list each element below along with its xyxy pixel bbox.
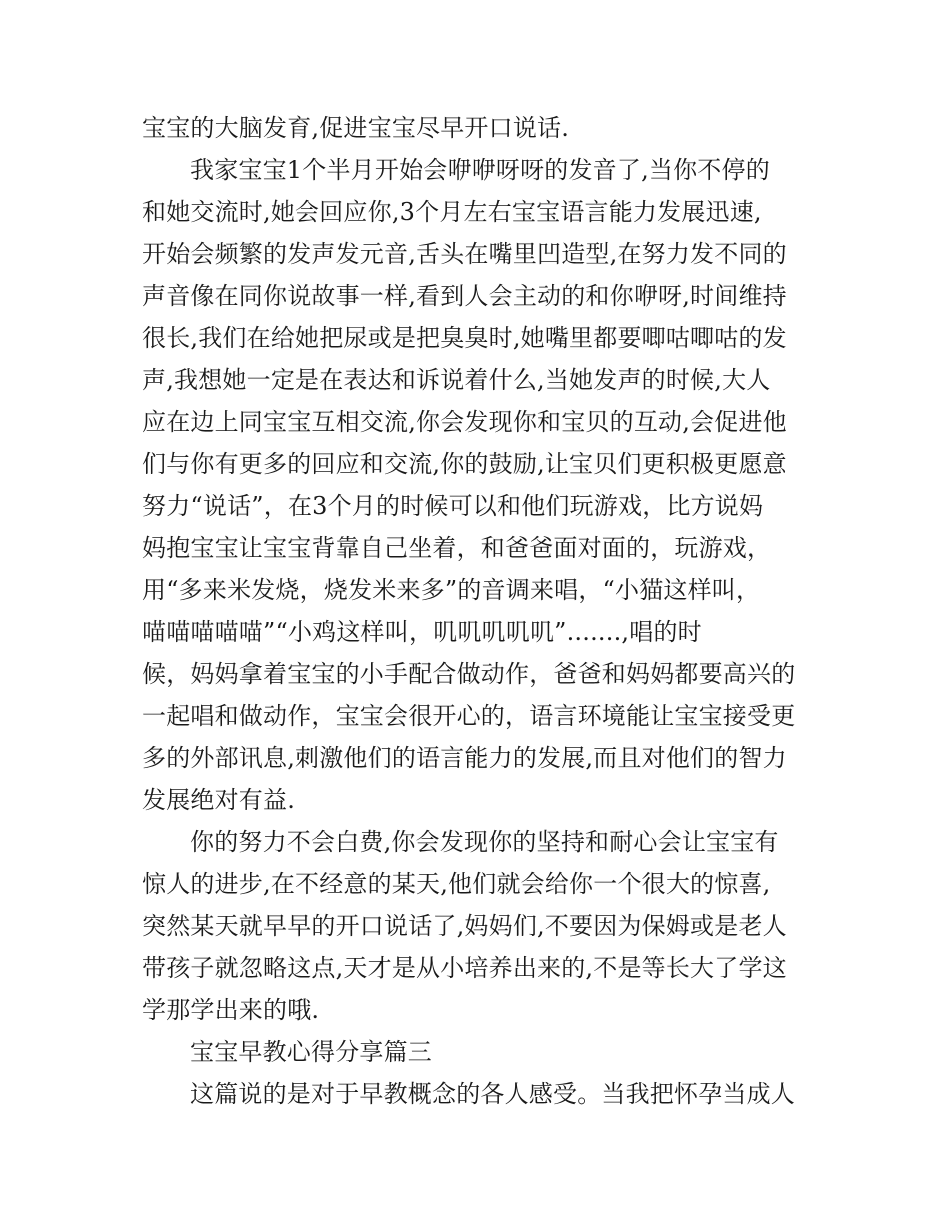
text-line: 们与你有更多的回应和交流,你的鼓励,让宝贝们更积极更愿意 — [142, 450, 787, 478]
text-line: 候，妈妈拿着宝宝的小手配合做动作，爸爸和妈妈都要高兴的 — [142, 660, 796, 688]
text-line: 应在边上同宝宝互相交流,你会发现你和宝贝的互动,会促进他 — [142, 408, 787, 436]
text-line: 很长,我们在给她把尿或是把臭臭时,她嘴里都要唧咕唧咕的发 — [142, 324, 787, 352]
text-line: 学那学出来的哦. — [142, 996, 320, 1024]
text-line: 宝宝的大脑发育,促进宝宝尽早开口说话. — [142, 114, 570, 142]
paragraph-start-line: 这篇说的是对于早教概念的各人感受。当我把怀孕当成人 — [190, 1080, 795, 1108]
text-line: 带孩子就忽略这点,天才是从小培养出来的,不是等长大了学这 — [142, 954, 787, 982]
text-line: 一起唱和做动作，宝宝会很开心的，语言环境能让宝宝接受更 — [142, 702, 796, 730]
text-line: 突然某天就早早的开口说话了,妈妈们,不要因为保姆或是老人 — [142, 912, 787, 940]
text-line: 发展绝对有益. — [142, 786, 296, 814]
text-line: 开始会频繁的发声发元音,舌头在嘴里凹造型,在努力发不同的 — [142, 240, 787, 268]
section-heading: 宝宝早教心得分享篇三 — [190, 1038, 432, 1066]
text-line: 喵喵喵喵喵”“小鸡这样叫，叽叽叽叽叽”.......,唱的时 — [142, 618, 702, 646]
text-line: 努力“说话”，在3个月的时候可以和他们玩游戏，比方说妈 — [142, 492, 764, 520]
text-line: 多的外部讯息,刺激他们的语言能力的发展,而且对他们的智力 — [142, 744, 787, 772]
text-line: 妈抱宝宝让宝宝背靠自己坐着，和爸爸面对面的，玩游戏， — [142, 534, 772, 562]
text-line: 声,我想她一定是在表达和诉说着什么,当她发声的时候,大人 — [142, 366, 771, 394]
paragraph-start-line: 我家宝宝1个半月开始会咿咿呀呀的发音了,当你不停的 — [190, 156, 770, 184]
text-line: 用“多来米发烧，烧发米来多”的音调来唱，“小猫这样叫， — [142, 576, 761, 604]
paragraph-start-line: 你的努力不会白费,你会发现你的坚持和耐心会让宝宝有 — [190, 828, 779, 856]
text-line: 声音像在同你说故事一样,看到人会主动的和你咿呀,时间维持 — [142, 282, 787, 310]
text-line: 和她交流时,她会回应你,3个月左右宝宝语言能力发展迅速, — [142, 198, 762, 226]
text-line: 惊人的进步,在不经意的某天,他们就会给你一个很大的惊喜, — [142, 870, 771, 898]
